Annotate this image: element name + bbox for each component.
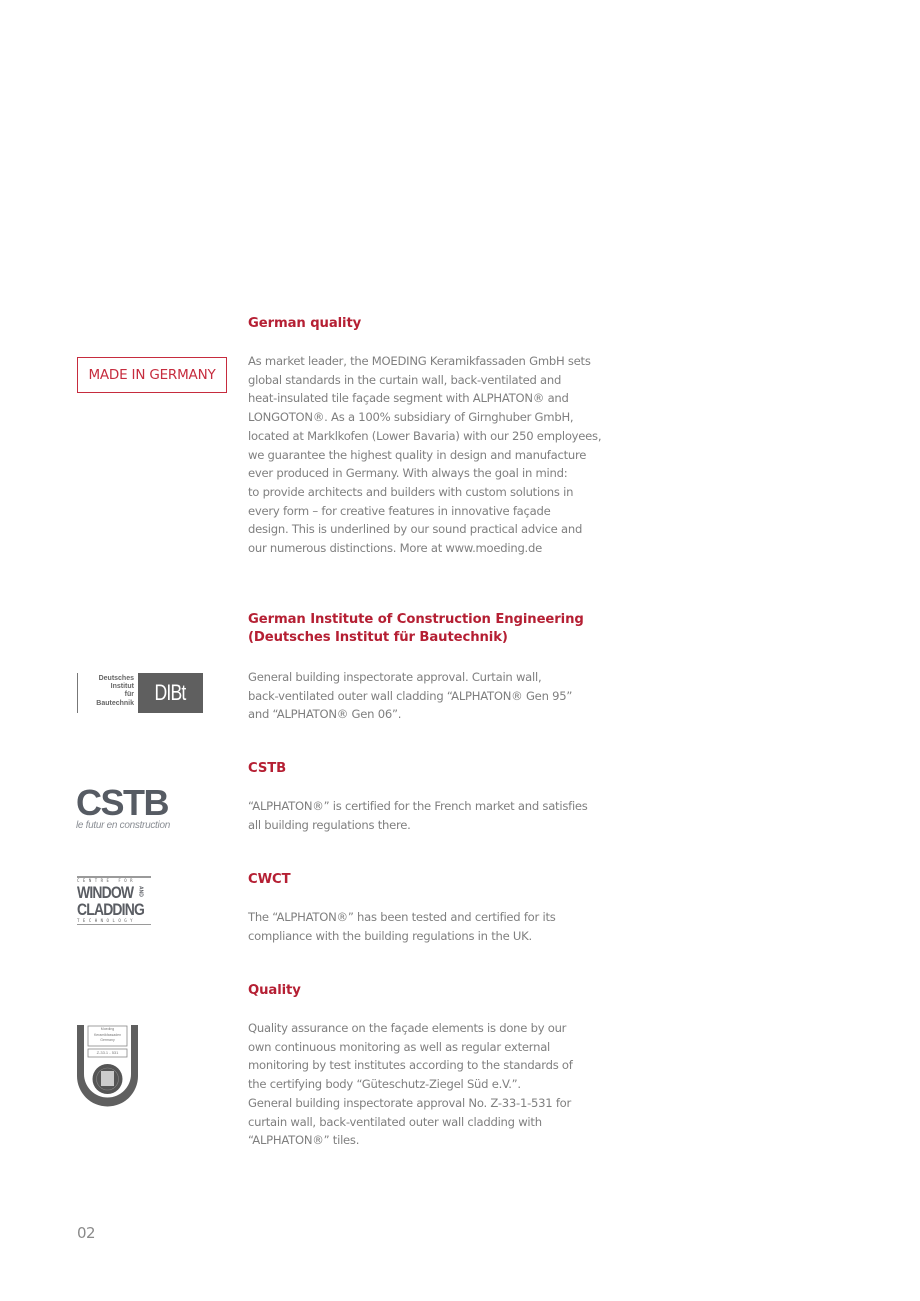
text-line: As market leader, the MOEDING Keramikfassaden GmbH sets: [248, 354, 591, 368]
logo-rule: [77, 924, 151, 926]
heading-line: German quality: [248, 316, 362, 331]
dibt-wordmark: [82, 673, 138, 713]
made-in-germany-badge: [77, 357, 227, 393]
cwct-top-text: CENTRE FOR: [77, 877, 137, 883]
text-line: design. This is underlined by our sound practical advice and: [248, 522, 583, 537]
cwct-row-1: [77, 884, 151, 901]
logo-text: Deutsches: [98, 675, 134, 682]
cwct-and: AND: [137, 885, 144, 897]
dibt-mark-box: [138, 673, 203, 713]
cstb-logo: [76, 782, 186, 834]
text-line: all building regulations there.: [248, 817, 411, 832]
text-line: monitoring by test institutes according to the standards of: [248, 1058, 573, 1073]
cstb-text: [248, 797, 588, 834]
dibt-logo: [77, 673, 203, 713]
text-line: LONGOTON®. As a 100% subsidiary of Girnghuber GmbH,: [248, 410, 574, 425]
cwct-window: WINDOW: [77, 882, 134, 902]
dibt-mark: DIBt: [154, 680, 186, 705]
seal-text: [88, 1027, 127, 1044]
text-line: and “ALPHATON® Gen 06”.: [248, 707, 402, 722]
text-line: Quality assurance on the façade elements is done by our: [248, 1021, 567, 1035]
heading-line: Quality: [248, 983, 301, 998]
badge-label: MADE IN GERMANY: [88, 367, 216, 383]
logo-divider: [77, 673, 78, 713]
cwct-bottom-text: TECHNOLOGY: [77, 917, 137, 923]
heading-line: CSTB: [248, 761, 287, 776]
quality-text: [248, 1019, 573, 1150]
heading-dibt: [248, 611, 584, 647]
text-line: curtain wall, back-ventilated outer wall cladding with: [248, 1114, 542, 1129]
text-line: General building inspectorate approval No. Z-33-1-531 for: [248, 1095, 572, 1110]
seal-code: Z-33.1 - 531: [96, 1050, 119, 1055]
cstb-mark: CSTB: [76, 782, 168, 823]
text-line: General building inspectorate approval. Curtain wall,: [248, 670, 542, 684]
logo-text: Bautechnik: [96, 699, 134, 707]
seal-line: Keramikfassaden: [93, 1032, 122, 1037]
text-line: every form – for creative features in innovative façade: [248, 503, 551, 518]
text-line: ever produced in Germany. With always the goal in mind:: [248, 466, 568, 481]
text-line: “ALPHATON®” tiles.: [248, 1133, 360, 1148]
seal-line: Moeding: [100, 1027, 115, 1031]
cwct-text: [248, 908, 568, 945]
cwct-logo: [77, 876, 151, 942]
logo-text: Institut: [110, 683, 134, 691]
page-number: 02: [77, 1224, 96, 1242]
text-line: the certifying body “Güteschutz-Ziegel Süd e.V.”.: [248, 1077, 521, 1092]
heading-line: German Institute of Construction Engineering: [248, 612, 584, 627]
heading-line: (Deutsches Institut für Bautechnik): [248, 630, 508, 645]
quality-seal-icon: [76, 1024, 139, 1108]
text-line: to provide architects and builders with custom solutions in: [248, 484, 574, 499]
text-line: compliance with the building regulations in the UK.: [248, 928, 532, 943]
dibt-text: [248, 668, 573, 724]
heading-cstb: [248, 760, 286, 778]
text-line: The “ALPHATON®” has been tested and certified for its: [248, 910, 556, 924]
text-line: we guarantee the highest quality in design and manufacture: [248, 447, 587, 462]
cstb-tagline: le futur en construction: [76, 820, 170, 831]
text-line: heat-insulated tile façade segment with ALPHATON® and: [248, 391, 569, 406]
cwct-cladding: CLADDING: [77, 899, 145, 919]
heading-quality: [248, 982, 301, 1000]
text-line: back-ventilated outer wall cladding “ALPHATON® Gen 95”: [248, 688, 573, 703]
text-line: “ALPHATON®” is certified for the French market and satisfies: [248, 799, 588, 813]
text-line: own continuous monitoring as well as regular external: [248, 1039, 551, 1054]
text-line: global standards in the curtain wall, back-ventilated and: [248, 372, 562, 387]
text-line: located at Marklkofen (Lower Bavaria) with our 250 employees,: [248, 428, 602, 443]
logo-text: für: [124, 691, 134, 699]
heading-cwct: [248, 871, 291, 889]
heading-german-quality: [248, 315, 361, 333]
heading-line: CWCT: [248, 872, 291, 887]
seal-line: Germany: [100, 1038, 115, 1042]
text-line: our numerous distinctions. More at www.moeding.de: [248, 541, 542, 556]
german-quality-text: [248, 352, 602, 558]
